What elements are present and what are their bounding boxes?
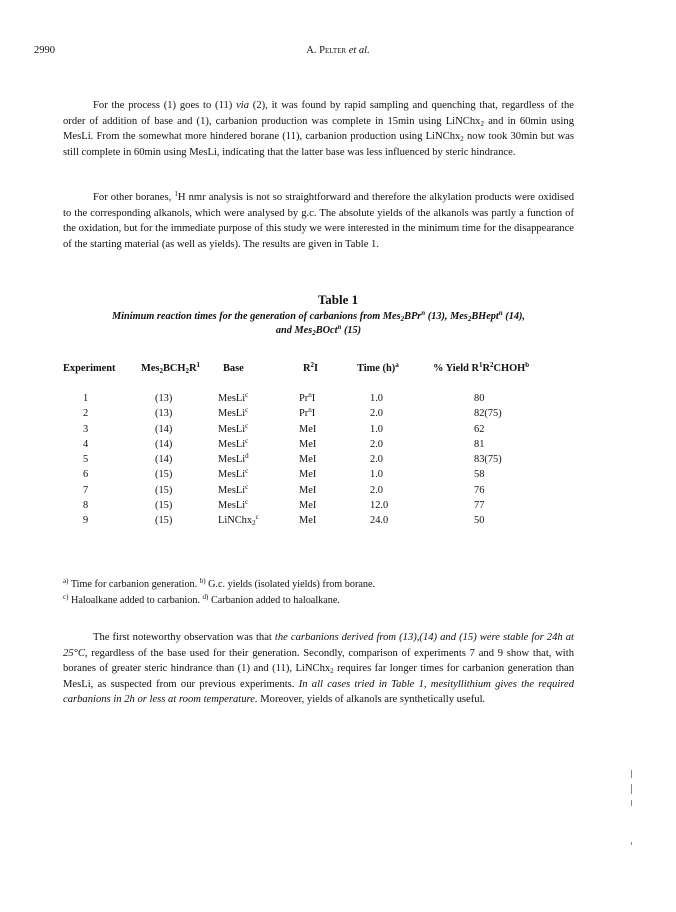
- table-caption: [63, 310, 574, 338]
- header-borane-sub: 2: [185, 367, 189, 375]
- cell-yield: 81: [474, 438, 485, 450]
- footnote-d-mark: d): [202, 592, 209, 601]
- cell-r2i-text: Pr: [299, 408, 309, 420]
- cell-yield: 50: [474, 515, 485, 527]
- caption-part: (15): [341, 325, 362, 336]
- footnote-a-mark: a): [63, 577, 69, 585]
- footnote-b-mark: b): [199, 577, 206, 585]
- running-head-author: Pelter: [319, 45, 347, 56]
- cell-time: 2.0: [370, 408, 383, 420]
- footnote-c-mark: c): [63, 592, 69, 601]
- running-head-et-al: et al.: [346, 45, 370, 56]
- header-borane: [141, 363, 200, 374]
- table-header-row: [63, 363, 574, 385]
- cell-base-text: LiNChx: [218, 515, 253, 527]
- cell-borane: (14): [155, 423, 173, 435]
- cell-base-sub: 2: [252, 519, 256, 528]
- cell-base: [218, 436, 249, 450]
- table-footnotes: [63, 577, 583, 608]
- cell-r2i-text-b: I: [311, 393, 316, 404]
- table-row: [63, 482, 574, 500]
- footnote-d-text: Carbanion added to haloalkane.: [208, 594, 340, 606]
- cell-r2i-text: Pr: [299, 393, 309, 404]
- header-yield-sup: 2: [490, 361, 494, 369]
- cell-time: 1.0: [370, 469, 383, 481]
- header-r2i-part: R: [303, 363, 311, 374]
- cell-base: [218, 482, 249, 496]
- cell-time: 2.0: [370, 438, 383, 450]
- caption-part: (13), Mes: [425, 311, 468, 322]
- cell-r2i-text: MeI: [299, 438, 317, 450]
- paragraph-3: [63, 630, 574, 708]
- cell-r2i-text: MeI: [299, 469, 317, 481]
- cell-base: [218, 515, 259, 526]
- running-head: [0, 45, 676, 56]
- cell-r2i: [299, 393, 315, 404]
- cell-base-sup: c: [245, 421, 249, 430]
- cell-base: [218, 469, 248, 480]
- para3-subscript: 2: [330, 667, 334, 676]
- table-row: [63, 500, 574, 515]
- cell-base-text: MesLi: [218, 484, 246, 496]
- cell-base-sup: c: [245, 498, 249, 507]
- cell-r2i-text: MeI: [299, 500, 317, 512]
- cell-base-sup: d: [245, 452, 249, 461]
- cell-borane: (15): [155, 469, 173, 481]
- cell-experiment: 4: [83, 438, 89, 450]
- cell-base-text: MesLi: [218, 393, 246, 404]
- header-time-text: Time (h): [357, 363, 396, 374]
- running-head-author-initial: A.: [306, 45, 320, 56]
- caption-sub: 2: [400, 315, 405, 323]
- header-borane-sub: 2: [159, 367, 163, 375]
- cell-r2i-text: MeI: [299, 423, 317, 435]
- cell-r2i-text: MeI: [299, 515, 317, 527]
- cell-experiment: 6: [83, 469, 89, 481]
- caption-part: BOct: [315, 325, 338, 336]
- cell-base: [218, 500, 248, 511]
- para1-subscript-2: 2: [460, 135, 464, 144]
- cell-borane: (14): [155, 454, 173, 466]
- table-row: [63, 454, 574, 469]
- caption-sup: n: [421, 309, 426, 317]
- para2-text-2: H nmr analysis is not so straightforward and therefore the alkylation products were oxidised to the corresponding alkanols, which were analysed by g.c. The absolute yields of the alkanols was partly a function of the oxidation, but for the immediate purpose of this study we were interested in the minimum time for the disappearance of the starting material (as well as yields). The results are given in Table 1.: [63, 192, 574, 250]
- header-borane-part: Mes: [141, 363, 160, 374]
- caption-part: (14),: [502, 311, 525, 322]
- para3-text-3: requires far longer times for carbanion generation than MesLi, as suspected from our previous experiments.: [63, 663, 574, 690]
- header-base: Base: [223, 363, 244, 374]
- table-title: Table 1: [317, 292, 359, 307]
- para2-superscript: 1: [174, 190, 178, 198]
- cell-experiment: 3: [83, 423, 89, 435]
- header-yield-part: R: [482, 363, 491, 374]
- header-yield-part: % Yield R: [433, 363, 479, 374]
- para3-text-1: The first noteworthy observation was that: [93, 632, 275, 643]
- caption-sub: 2: [312, 329, 316, 337]
- footnote-b-text: G.c. yields (isolated yields) from borane.: [205, 579, 376, 590]
- cell-experiment: 9: [83, 515, 89, 527]
- cell-base: [218, 421, 249, 435]
- footnote-line-1: [63, 577, 583, 593]
- cell-time: 1.0: [370, 423, 383, 435]
- cell-experiment: 7: [83, 484, 89, 496]
- header-r2i-sup: 2: [310, 361, 315, 369]
- cell-yield: 83(75): [474, 454, 502, 466]
- footnote-line-2: [63, 593, 583, 609]
- cell-borane: (13): [155, 393, 173, 404]
- para1-text-4: now took 30min but was still complete in 60min using MesLi, indicating that the latter base was less influenced by steric hindrance.: [63, 131, 574, 158]
- caption-part: Minimum reaction times for the generation of carbanions from Mes: [111, 311, 401, 322]
- header-yield: [433, 363, 529, 374]
- cell-base-sup: c: [245, 467, 249, 476]
- cell-r2i-text: MeI: [299, 484, 317, 496]
- cell-base: [218, 408, 248, 419]
- header-r2i: [303, 363, 318, 374]
- header-yield-sup: 1: [479, 361, 483, 369]
- cell-base: [218, 393, 248, 404]
- header-borane-sup: 1: [196, 361, 201, 369]
- cell-time: 2.0: [370, 484, 383, 496]
- caption-sub: 2: [467, 315, 472, 323]
- cell-base: [218, 454, 249, 465]
- header-yield-part: CHOH: [493, 363, 526, 374]
- cell-base-text: MesLi: [218, 500, 246, 512]
- para1-text-1: For the process (1) goes to (11): [93, 100, 237, 111]
- footnote-c-text: Haloalkane added to carbanion.: [68, 594, 203, 606]
- paragraph-1: [63, 98, 574, 160]
- cell-borane: (15): [155, 515, 173, 527]
- caption-sup: n: [337, 323, 342, 331]
- cell-r2i-sup: n: [308, 406, 312, 415]
- cell-time: 1.0: [370, 393, 383, 404]
- caption-part: BHept: [471, 311, 499, 322]
- cell-base-sup: c: [245, 436, 249, 445]
- header-experiment: Experiment: [63, 363, 116, 374]
- cell-r2i: [299, 454, 316, 465]
- cell-base-text: MesLi: [218, 438, 246, 450]
- cell-yield: 82(75): [474, 408, 502, 420]
- cell-base-sup: c: [245, 406, 249, 415]
- cell-time: 12.0: [370, 500, 389, 512]
- cell-borane: (13): [155, 408, 173, 420]
- scan-margin-marks: [631, 770, 633, 850]
- cell-r2i: [299, 408, 315, 419]
- cell-time: 2.0: [370, 454, 383, 466]
- cell-borane: (15): [155, 500, 173, 512]
- para3-italic-2: In all cases tried in Table 1, mesityllithium gives the required carbanions in 2h or less at room temperature.: [63, 678, 574, 706]
- cell-r2i: [299, 469, 316, 480]
- para1-subscript-1: 2: [480, 119, 484, 128]
- para1-text-2: (2), it was found by rapid sampling and quenching that, regardless of the order of addition of base and (1), carbanion production was complete in 15min using LiNChx: [63, 100, 574, 127]
- cell-yield: 77: [474, 500, 485, 512]
- cell-base-sup: c: [255, 513, 259, 522]
- table-row: [63, 421, 574, 439]
- table-row: [63, 393, 574, 408]
- caption-part: and Mes: [275, 325, 313, 336]
- cell-base-text: MesLi: [218, 408, 246, 420]
- header-r2i-part: I: [314, 363, 319, 374]
- page-number: 2990: [34, 45, 55, 56]
- cell-time: 24.0: [370, 515, 389, 527]
- cell-yield: 62: [474, 423, 485, 435]
- header-yield-sup: b: [525, 361, 530, 369]
- cell-yield: 80: [474, 393, 485, 404]
- table-row: [63, 408, 574, 423]
- cell-r2i: [299, 485, 316, 496]
- cell-r2i-sup: n: [308, 391, 312, 399]
- para3-text-4: Moreover, yields of alkanols are synthetically useful.: [257, 694, 486, 706]
- header-borane-part: BCH: [162, 363, 186, 374]
- cell-experiment: 8: [83, 500, 89, 512]
- cell-yield: 76: [474, 484, 485, 496]
- cell-base-text: MesLi: [218, 469, 246, 481]
- table-body: [63, 393, 574, 531]
- cell-base-sup: c: [245, 391, 249, 399]
- para3-text-2: regardless of the base used for their generation. Secondly, comparison of experiments 7 and 9 show that, with boranes of greater steric hindrance than (1) and (11), LiNChx: [63, 647, 574, 675]
- cell-experiment: 1: [83, 393, 89, 404]
- header-time-sup: a: [395, 361, 399, 369]
- cell-r2i: [299, 439, 316, 450]
- cell-yield: 58: [474, 469, 485, 481]
- header-borane-part: R: [189, 363, 197, 374]
- paragraph-2: [63, 190, 574, 252]
- cell-r2i-text-b: I: [311, 408, 316, 420]
- caption-part: BPr: [404, 311, 422, 322]
- table-row: [63, 436, 574, 454]
- cell-r2i: [299, 500, 316, 511]
- cell-base-text: MesLi: [218, 454, 246, 466]
- cell-experiment: 5: [83, 454, 89, 466]
- cell-r2i: [299, 515, 316, 526]
- cell-r2i: [299, 424, 316, 435]
- caption-sup: n: [498, 309, 503, 317]
- cell-base-sup: c: [245, 482, 249, 491]
- cell-experiment: 2: [83, 408, 89, 420]
- para1-via: via: [236, 100, 250, 111]
- results-table: [63, 363, 574, 531]
- cell-base-text: MesLi: [218, 423, 246, 435]
- table-row: [63, 469, 574, 484]
- header-time: [357, 363, 399, 374]
- para2-text-1: For other boranes,: [93, 192, 175, 203]
- footnote-a-text: Time for carbanion generation.: [68, 579, 200, 590]
- para1-text-3: and in 60min using MesLi. From the somewhat more hindered borane (11), carbanion production using LiNChx: [63, 115, 574, 143]
- cell-borane: (14): [155, 438, 173, 450]
- table-row: [63, 515, 574, 530]
- cell-borane: (15): [155, 484, 173, 496]
- para3-italic-1: the carbanions derived from (13),(14) and (15) were stable for 24h at 25°C,: [63, 632, 574, 659]
- cell-r2i-text: MeI: [299, 454, 317, 466]
